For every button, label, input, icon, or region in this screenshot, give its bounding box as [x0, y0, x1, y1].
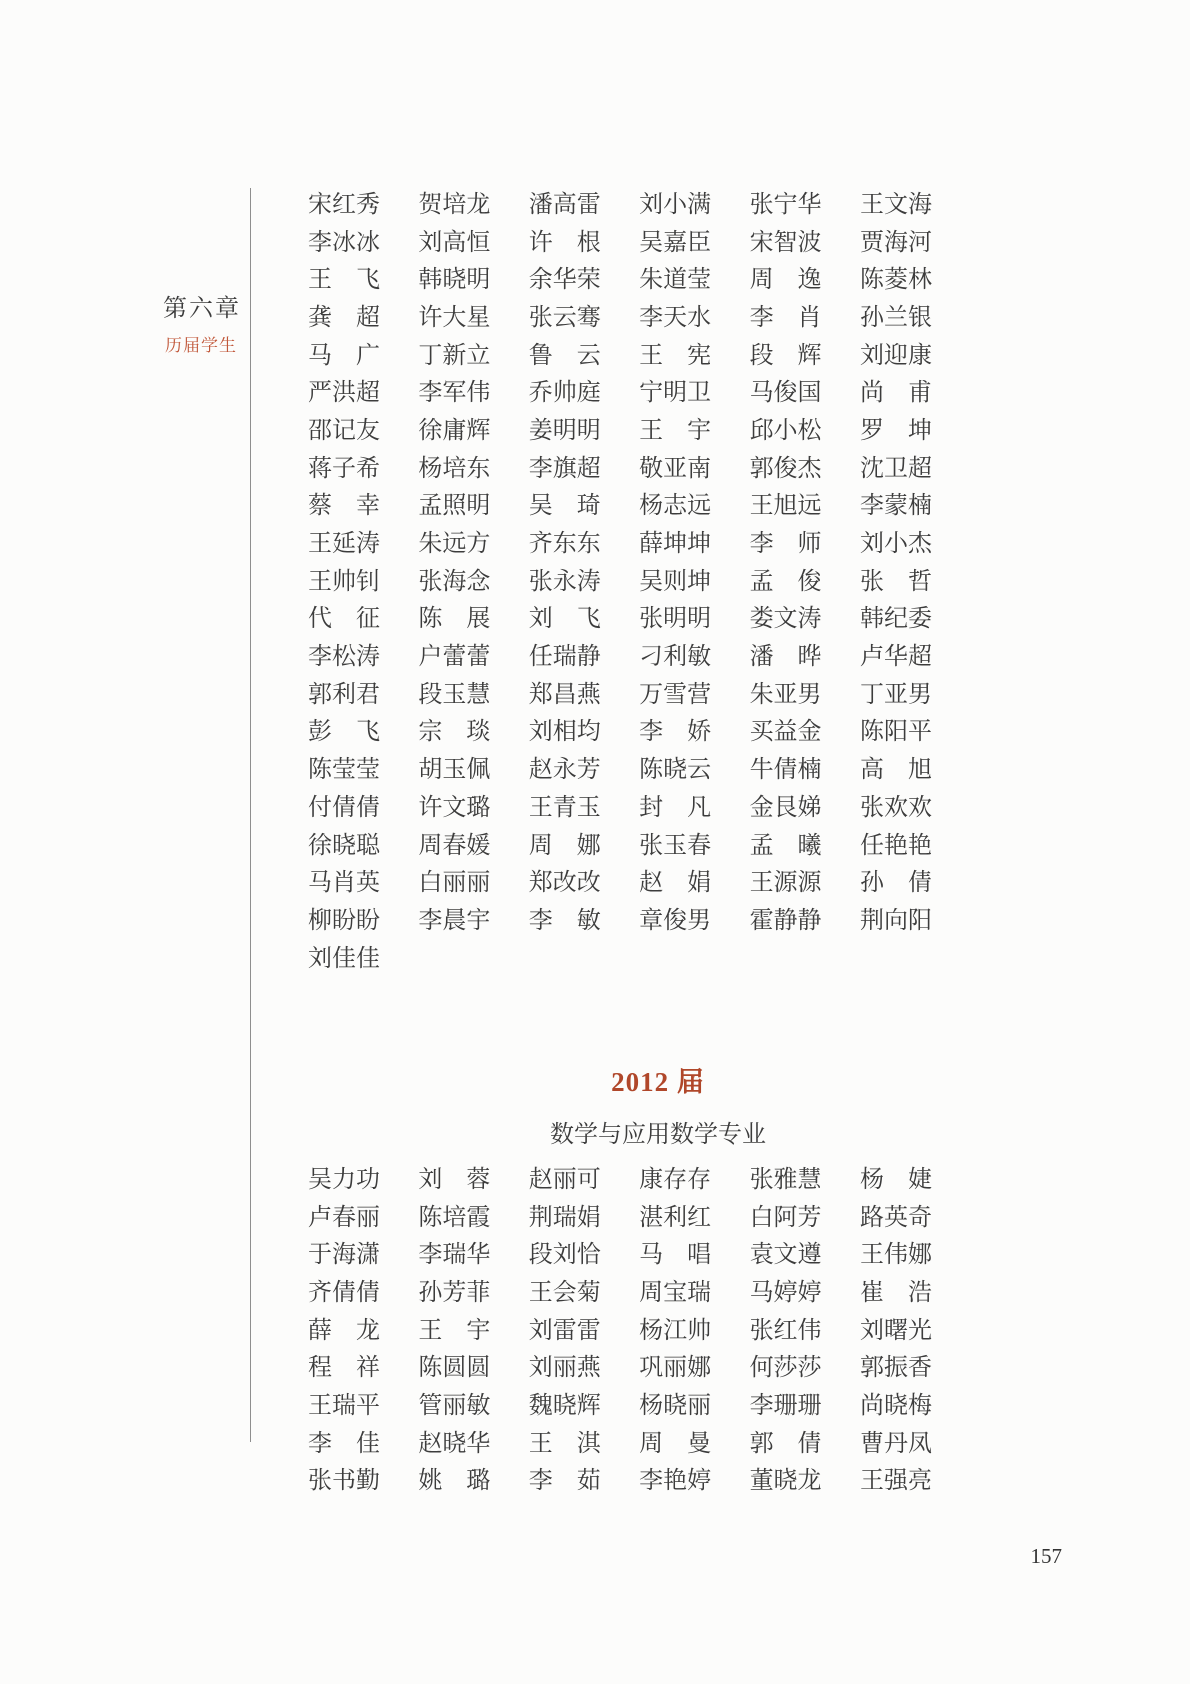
- student-name: 尚晓梅: [859, 1392, 932, 1419]
- name-row: [308, 864, 932, 902]
- student-name: 金艮娣: [749, 794, 822, 821]
- student-name: 孙兰银: [859, 304, 932, 331]
- student-name: 周春媛: [418, 832, 491, 859]
- student-name: 孙芳菲: [418, 1279, 491, 1306]
- student-name: 乔帅庭: [528, 380, 601, 407]
- student-name: 张宁华: [749, 191, 822, 218]
- student-name: 郭倩: [749, 1430, 822, 1457]
- name-row: [308, 224, 932, 262]
- student-name: 朱远方: [418, 531, 491, 558]
- student-name: 王会菊: [528, 1279, 601, 1306]
- chapter-label: 第六章: [163, 296, 241, 322]
- name-row: [308, 261, 932, 299]
- name-row: [308, 601, 932, 639]
- student-name: 刘相均: [528, 719, 601, 746]
- student-name: 白丽丽: [418, 870, 491, 897]
- student-name: 巩丽娜: [639, 1355, 712, 1382]
- section-title-2012: 2012 届: [611, 1067, 705, 1097]
- student-name: 张永涛: [528, 568, 601, 595]
- student-name: 严洪超: [308, 380, 380, 407]
- student-name: 吴嘉臣: [639, 229, 712, 256]
- name-row: [308, 1274, 932, 1312]
- student-name: 高旭: [859, 757, 932, 784]
- student-name: 尚甫: [859, 380, 932, 407]
- student-name: 刘佳佳: [308, 945, 380, 972]
- student-name: 韩纪委: [859, 606, 932, 633]
- student-name: 崔浩: [859, 1279, 932, 1306]
- student-name: 李瑞华: [418, 1242, 491, 1269]
- student-name: 刘丽燕: [528, 1355, 601, 1382]
- student-name: 刘飞: [528, 606, 601, 633]
- student-name: 杨晓丽: [639, 1392, 712, 1419]
- student-name: 刘曙光: [859, 1317, 932, 1344]
- student-name: 潘高雷: [528, 191, 601, 218]
- student-name: 贾海河: [859, 229, 932, 256]
- student-name: 段辉: [749, 342, 822, 369]
- chapter-subtitle: 历届学生: [165, 336, 237, 355]
- student-name: 张雅慧: [749, 1166, 822, 1193]
- student-name: 蒋子希: [308, 455, 380, 482]
- student-name: 许文璐: [418, 794, 491, 821]
- student-name: 马肖英: [308, 870, 380, 897]
- name-row: [308, 940, 932, 978]
- student-name: 王延涛: [308, 531, 380, 558]
- student-name: 许根: [528, 229, 601, 256]
- name-row: [308, 1387, 932, 1425]
- student-name: 王飞: [308, 267, 380, 294]
- student-name: 荆瑞娟: [528, 1204, 601, 1231]
- student-name: 李松涛: [308, 644, 380, 671]
- student-name: 赵丽可: [528, 1166, 601, 1193]
- student-name: 李佳: [308, 1430, 380, 1457]
- student-name: 姚璐: [418, 1468, 491, 1495]
- student-name: 马广: [308, 342, 380, 369]
- name-row: [308, 374, 932, 412]
- name-row: [308, 1161, 932, 1199]
- student-name: 朱道莹: [639, 267, 712, 294]
- student-name: 陈圆圆: [418, 1355, 491, 1382]
- student-name: 章俊男: [639, 907, 712, 934]
- student-name: 付倩倩: [308, 794, 380, 821]
- student-name: 陈晓云: [639, 757, 712, 784]
- name-row: [308, 412, 932, 450]
- student-name: 李冰冰: [308, 229, 380, 256]
- name-row: [308, 488, 932, 526]
- student-name: 杨婕: [859, 1166, 932, 1193]
- name-row: [308, 638, 932, 676]
- student-name: 龚超: [308, 304, 380, 331]
- student-name: 赵永芳: [528, 757, 601, 784]
- student-name: 孟照明: [418, 493, 491, 520]
- student-name: 张明明: [639, 606, 712, 633]
- student-name: 刘蓉: [418, 1166, 491, 1193]
- student-name: 彭飞: [308, 719, 380, 746]
- name-row: [308, 1236, 932, 1274]
- students-list-2012: [308, 1161, 932, 1500]
- student-name: 孟俊: [749, 568, 822, 595]
- student-name: 薛龙: [308, 1317, 380, 1344]
- student-name: 刘小满: [639, 191, 712, 218]
- student-name: 袁文遵: [749, 1242, 822, 1269]
- student-name: 陈培霞: [418, 1204, 491, 1231]
- student-name: 吴力功: [308, 1166, 380, 1193]
- student-name: 余华荣: [528, 267, 601, 294]
- student-name: 赵娟: [639, 870, 712, 897]
- student-name: 户蕾蕾: [418, 644, 491, 671]
- name-row: [308, 789, 932, 827]
- student-name: 张欢欢: [859, 794, 932, 821]
- student-name: 王宪: [639, 342, 712, 369]
- student-name: 马唱: [639, 1242, 712, 1269]
- student-name: 王文海: [859, 191, 932, 218]
- student-name: 陈菱林: [859, 267, 932, 294]
- student-name: 郭振香: [859, 1355, 932, 1382]
- student-name: 段玉慧: [418, 681, 491, 708]
- student-name: 代征: [308, 606, 380, 633]
- student-name: 周逸: [749, 267, 822, 294]
- student-name: 张红伟: [749, 1317, 822, 1344]
- student-name: 宋红秀: [308, 191, 380, 218]
- student-name: 周曼: [639, 1430, 712, 1457]
- student-name: 李蒙楠: [859, 493, 932, 520]
- student-name: 王帅钊: [308, 568, 380, 595]
- student-name: 杨培东: [418, 455, 491, 482]
- student-name: 孟曦: [749, 832, 822, 859]
- name-row: [308, 186, 932, 224]
- student-name: 陈莹莹: [308, 757, 380, 784]
- student-name: 马俊国: [749, 380, 822, 407]
- name-row: [308, 299, 932, 337]
- students-list-2011: [308, 186, 932, 977]
- student-name: 任瑞静: [528, 644, 601, 671]
- student-name: 杨志远: [639, 493, 712, 520]
- student-name: 任艳艳: [859, 832, 932, 859]
- student-name: 卢春丽: [308, 1204, 380, 1231]
- student-name: 李旗超: [528, 455, 601, 482]
- major-subtitle: 数学与应用数学专业: [550, 1122, 766, 1148]
- student-name: 李娇: [639, 719, 712, 746]
- student-name: 沈卫超: [859, 455, 932, 482]
- name-row: [308, 902, 932, 940]
- student-name: 李晨宇: [418, 907, 491, 934]
- name-row: [308, 525, 932, 563]
- student-name: 李茹: [528, 1468, 601, 1495]
- student-name: 程祥: [308, 1355, 380, 1382]
- student-name: 刘迎康: [859, 342, 932, 369]
- student-name: 周宝瑞: [639, 1279, 712, 1306]
- student-name: 陈展: [418, 606, 491, 633]
- student-name: 白阿芳: [749, 1204, 822, 1231]
- student-name: 鲁云: [528, 342, 601, 369]
- name-row: [308, 1463, 932, 1501]
- student-name: 于海潇: [308, 1242, 380, 1269]
- student-name: 李敏: [528, 907, 601, 934]
- name-row: [308, 1312, 932, 1350]
- student-name: 孙倩: [859, 870, 932, 897]
- margin-rule: [250, 188, 251, 1442]
- student-name: 刘高恒: [418, 229, 491, 256]
- student-name: 曹丹凤: [859, 1430, 932, 1457]
- student-name: 刘小杰: [859, 531, 932, 558]
- student-name: 刘雷雷: [528, 1317, 601, 1344]
- student-name: 张书勤: [308, 1468, 380, 1495]
- student-name: 李珊珊: [749, 1392, 822, 1419]
- student-name: 胡玉佩: [418, 757, 491, 784]
- student-name: 娄文涛: [749, 606, 822, 633]
- student-name: 丁亚男: [859, 681, 932, 708]
- student-name: 王青玉: [528, 794, 601, 821]
- student-name: 王宇: [639, 417, 712, 444]
- student-name: 邱小松: [749, 417, 822, 444]
- student-name: 徐庸辉: [418, 417, 491, 444]
- student-name: 赵晓华: [418, 1430, 491, 1457]
- student-name: 管丽敏: [418, 1392, 491, 1419]
- student-name: 朱亚男: [749, 681, 822, 708]
- student-name: 路英奇: [859, 1204, 932, 1231]
- student-name: 卢华超: [859, 644, 932, 671]
- student-name: 邵记友: [308, 417, 380, 444]
- student-name: 买益金: [749, 719, 822, 746]
- student-name: 王伟娜: [859, 1242, 932, 1269]
- student-name: 贺培龙: [418, 191, 491, 218]
- student-name: 宁明卫: [639, 380, 712, 407]
- student-name: 董晓龙: [749, 1468, 822, 1495]
- student-name: 张海念: [418, 568, 491, 595]
- student-name: 吴则坤: [639, 568, 712, 595]
- student-name: 牛倩楠: [749, 757, 822, 784]
- student-name: 魏晓辉: [528, 1392, 601, 1419]
- student-name: 王源源: [749, 870, 822, 897]
- student-name: 韩晓明: [418, 267, 491, 294]
- student-name: 王淇: [528, 1430, 601, 1457]
- student-name: 丁新立: [418, 342, 491, 369]
- student-name: 齐东东: [528, 531, 601, 558]
- student-name: 荆向阳: [859, 907, 932, 934]
- student-name: 郑改改: [528, 870, 601, 897]
- student-name: 柳盼盼: [308, 907, 380, 934]
- name-row: [308, 450, 932, 488]
- student-name: 姜明明: [528, 417, 601, 444]
- student-name: 敬亚南: [639, 455, 712, 482]
- student-name: 何莎莎: [749, 1355, 822, 1382]
- student-name: 宋智波: [749, 229, 822, 256]
- student-name: 湛利红: [639, 1204, 712, 1231]
- student-name: 万雪营: [639, 681, 712, 708]
- student-name: 李军伟: [418, 380, 491, 407]
- student-name: 郑昌燕: [528, 681, 601, 708]
- student-name: 齐倩倩: [308, 1279, 380, 1306]
- student-name: 霍静静: [749, 907, 822, 934]
- name-row: [308, 337, 932, 375]
- student-name: 康存存: [639, 1166, 712, 1193]
- student-name: 徐晓聪: [308, 832, 380, 859]
- student-name: 周娜: [528, 832, 601, 859]
- student-name: 李肖: [749, 304, 822, 331]
- student-name: 陈阳平: [859, 719, 932, 746]
- page-number: 157: [1030, 1544, 1062, 1568]
- student-name: 王强亮: [859, 1468, 932, 1495]
- student-name: 王旭远: [749, 493, 822, 520]
- name-row: [308, 1349, 932, 1387]
- student-name: 宗琰: [418, 719, 491, 746]
- student-name: 张云骞: [528, 304, 601, 331]
- name-row: [308, 676, 932, 714]
- student-name: 段刘恰: [528, 1242, 601, 1269]
- student-name: 薛坤坤: [639, 531, 712, 558]
- name-row: [308, 827, 932, 865]
- name-row: [308, 563, 932, 601]
- student-name: 吴琦: [528, 493, 601, 520]
- student-name: 杨江帅: [639, 1317, 712, 1344]
- student-name: 蔡幸: [308, 493, 380, 520]
- student-name: 张哲: [859, 568, 932, 595]
- student-name: 刁利敏: [639, 644, 712, 671]
- name-row: [308, 1425, 932, 1463]
- student-name: 封凡: [639, 794, 712, 821]
- student-name: 潘晔: [749, 644, 822, 671]
- student-name: 王瑞平: [308, 1392, 380, 1419]
- name-row: [308, 714, 932, 752]
- student-name: 罗坤: [859, 417, 932, 444]
- name-row: [308, 1199, 932, 1237]
- student-name: 郭俊杰: [749, 455, 822, 482]
- student-name: 王宇: [418, 1317, 491, 1344]
- student-name: 张玉春: [639, 832, 712, 859]
- student-name: 许大星: [418, 304, 491, 331]
- student-name: 马婷婷: [749, 1279, 822, 1306]
- student-name: 郭利君: [308, 681, 380, 708]
- name-row: [308, 751, 932, 789]
- student-name: 李天水: [639, 304, 712, 331]
- student-name: 李艳婷: [639, 1468, 712, 1495]
- student-name: 李师: [749, 531, 822, 558]
